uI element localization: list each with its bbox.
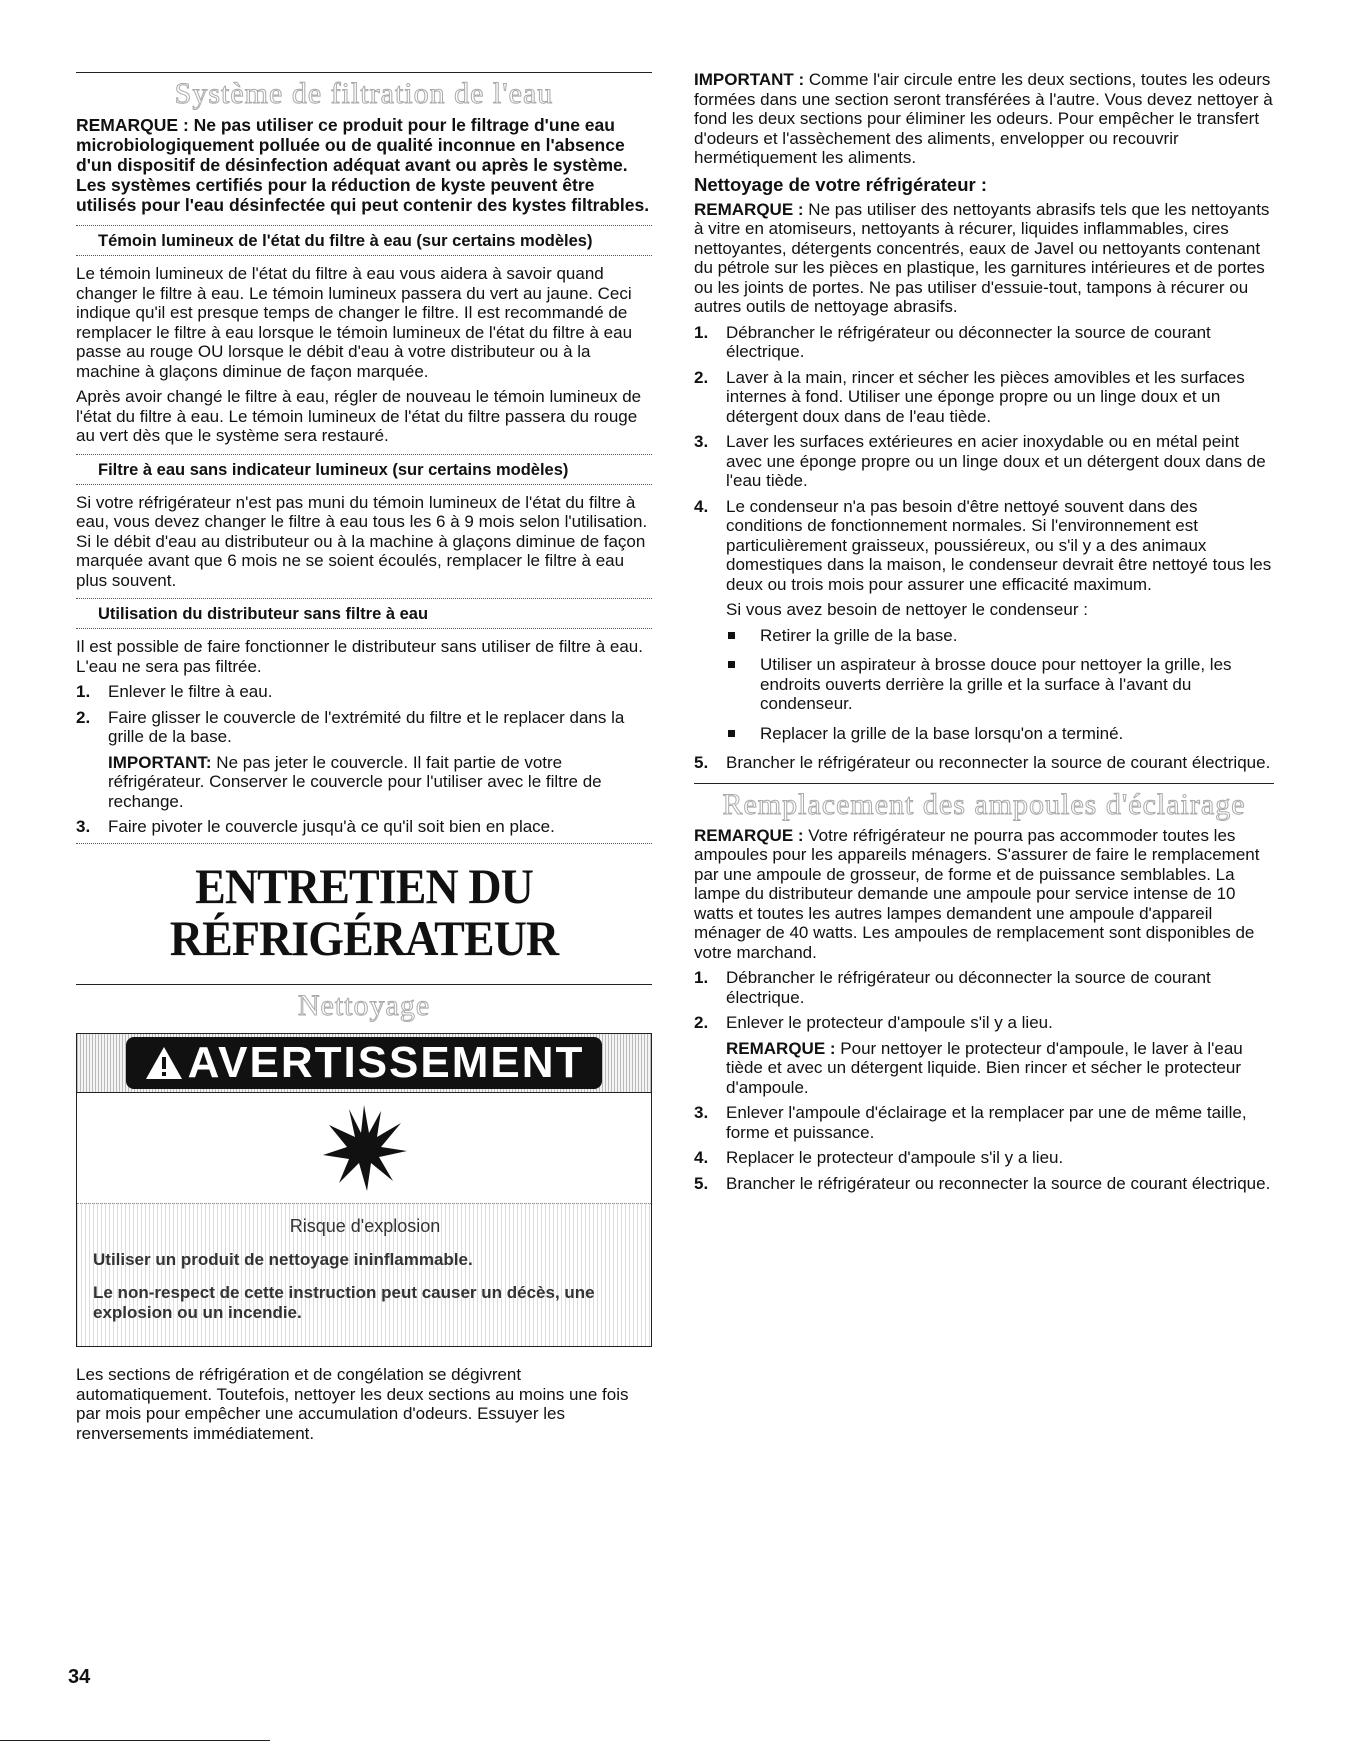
step-number: 2. xyxy=(694,367,709,387)
list-item xyxy=(694,1174,1274,1194)
subhead-no-filter xyxy=(76,598,652,629)
warning-triangle-icon xyxy=(144,1045,184,1081)
warning-body xyxy=(77,1203,651,1347)
warning-header xyxy=(77,1034,651,1092)
subhead-text: Témoin lumineux de l'état du filtre à eau (sur certains modèles) xyxy=(98,232,593,250)
step-number: 4. xyxy=(694,1148,709,1167)
section-title-cleaning: Nettoyage xyxy=(297,988,431,1022)
section-title-water-filter: Système de filtration de l'eau xyxy=(174,77,554,110)
important-text: Comme l'air circule entre les deux sections, toutes les odeurs formées dans une section seront transférées à l'autre. Vous devez nettoyer à fond les deux sections pour éliminer les odeurs. Pour empêcher le transfert d'odeurs et l'assèchement des aliments, envelopper ou recouvrir hermétiquement les aliments. xyxy=(694,70,1273,167)
step-text: Replacer le protecteur d'ampoule s'il y a lieu. xyxy=(726,1148,1064,1167)
remarque-note xyxy=(694,1039,1274,1098)
dotted-divider xyxy=(76,843,652,844)
step-text: Débrancher le réfrigérateur ou déconnecter la source de courant électrique. xyxy=(726,322,1211,361)
step-number: 5. xyxy=(694,753,709,772)
step-text: Laver les surfaces extérieures en acier inoxydable ou en métal peint avec une éponge propre ou un linge doux et un détergent doux dans de l'eau tiède. xyxy=(726,432,1266,490)
remarque-label: REMARQUE : xyxy=(694,199,804,219)
list-item xyxy=(694,432,1274,491)
condenser-note: Si vous avez besoin de nettoyer le condenseur : xyxy=(726,600,1088,619)
explosion-icon xyxy=(319,1103,409,1193)
step-number: 1. xyxy=(694,322,709,342)
list-item xyxy=(694,323,1274,362)
warning-line1: Utiliser un produit de nettoyage ininflammable. xyxy=(93,1249,473,1269)
list-item xyxy=(694,1013,1274,1033)
step-text: Brancher le réfrigérateur ou reconnecter la source de courant électrique. xyxy=(726,1173,1271,1193)
step-number: 3. xyxy=(76,817,91,836)
remarque-filter: REMARQUE : Ne pas utiliser ce produit pour le filtrage d'une eau microbiologiquement polluée ou de qualité inconnue en l'absence d'un dispositif de désinfection adéquat avant ou après le système. Les systèmes certifiés pour la réduction de kyste peuvent être utilisés pour l'eau désinfectée qui peut contenir des kystes filtrables. xyxy=(76,115,650,215)
step-number: 1. xyxy=(76,682,91,701)
paragraph: Les sections de réfrigération et de congélation se dégivrent automatiquement. Toutefois, nettoyer les deux sections au moins une fois par mois pour empêcher une accumulation d'odeurs. Essuyer les renversements immédiatement. xyxy=(76,1365,629,1443)
bullet-item: Utiliser un aspirateur à brosse douce pour nettoyer la grille, les endroits ouverts derrière la grille et la surface à l'avant du condenseur. xyxy=(726,655,1274,714)
steps-list xyxy=(694,323,1274,595)
list-item xyxy=(694,968,1274,1007)
explosion-area xyxy=(77,1092,651,1203)
steps-list xyxy=(694,753,1274,773)
step-number: 4. xyxy=(694,496,709,516)
step-text: Laver à la main, rincer et sécher les pièces amovibles et les surfaces internes à fond. Utiliser une éponge propre ou un linge doux et un détergent doux dans de l'eau tiède. xyxy=(726,367,1245,426)
list-item xyxy=(694,1148,1274,1168)
warning-badge xyxy=(126,1037,603,1089)
step-text: Débrancher le réfrigérateur ou déconnecter la source de courant électrique. xyxy=(726,968,1211,1007)
list-item xyxy=(694,753,1274,773)
bullet-list xyxy=(694,626,1274,744)
remarque-text: Ne pas utiliser des nettoyants abrasifs tels que les nettoyants à vitre en atomiseurs, nettoyants à récurer, liquides inflammables, cires nettoyantes, détergents concentrés, eaux de Javel ou nettoyants contenant du pétrole sur les pièces en plastique, les garnitures intérieures et de portes ou les joints de portes. Ne pas utiliser d'essuie-tout, tampons à récurer ou autres outils de nettoyage abrasifs. xyxy=(694,199,1270,316)
divider xyxy=(694,783,1274,784)
warning-title: AVERTISSEMENT xyxy=(187,1037,585,1087)
paragraph: Si votre réfrigérateur n'est pas muni du témoin lumineux de l'état du filtre à eau, vous devez changer le filtre à eau tous les 6 à 9 mois selon l'utilisation. Si le débit d'eau au distributeur ou à la machine à glaçons diminue de façon marquée avant que 6 mois ne se soient écoulés, remplacer le filtre à eau plus souvent. xyxy=(76,492,648,590)
top-rule xyxy=(76,72,652,73)
section-title-bulbs: Remplacement des ampoules d'éclairage xyxy=(722,787,1246,821)
warning-risk: Risque d'explosion xyxy=(289,1215,441,1236)
right-column xyxy=(694,70,1274,1199)
warning-line2: Le non-respect de cette instruction peut causer un décès, une explosion ou un incendie. xyxy=(93,1283,595,1322)
steps-list xyxy=(76,682,652,747)
step-text: Enlever l'ampoule d'éclairage et la remplacer par une de même taille, forme et puissance. xyxy=(726,1103,1247,1142)
paragraph: Le témoin lumineux de l'état du filtre à eau vous aidera à savoir quand changer le filtre à eau. Le témoin lumineux passera du vert au jaune. Ceci indique qu'il est presque temps de changer le filtre. Il est recommandé de remplacer le filtre à eau lorsque le témoin lumineux de l'état du filtre à eau passe au rouge OU lorsque le débit d'eau à votre distributeur ou à la machine à glaçons diminue de façon marquée. xyxy=(76,264,633,381)
step-text: Brancher le réfrigérateur ou reconnecter la source de courant électrique. xyxy=(726,753,1271,772)
list-item xyxy=(76,682,652,702)
step-number: 5. xyxy=(694,1173,709,1193)
list-item xyxy=(694,1103,1274,1142)
divider xyxy=(76,984,652,985)
step-text: Le condenseur n'a pas besoin d'être nettoyé souvent dans des conditions de fonctionnement normales. Si l'environnement est particulièrement graisseux, poussiéreux, ou s'il y a des animaux domestiques dans la maison, le condenseur devrait être nettoyé tous les deux ou trois mois pour assurer une efficacité maximum. xyxy=(726,496,1272,594)
important-note xyxy=(76,753,652,812)
important-text: Ne pas jeter le couvercle. Il fait partie de votre réfrigérateur. Conserver le couvercle pour l'utiliser avec le filtre de rechange. xyxy=(108,752,602,811)
bottom-rule xyxy=(0,1740,270,1741)
page-title xyxy=(99,857,629,966)
paragraph: Il est possible de faire fonctionner le distributeur sans utiliser de filtre à eau. L'eau ne sera pas filtrée. xyxy=(76,637,643,676)
list-item xyxy=(694,368,1274,427)
steps-list xyxy=(694,1103,1274,1193)
step-number: 3. xyxy=(694,1103,709,1122)
left-column xyxy=(76,72,652,1449)
step-text: Faire glisser le couvercle de l'extrémité du filtre et le replacer dans la grille de la base. xyxy=(108,707,625,746)
page-number: 34 xyxy=(68,1666,91,1688)
bullet-item: Retirer la grille de la base. xyxy=(726,626,1274,646)
important-label: IMPORTANT: xyxy=(108,752,212,772)
remarque-text: Pour nettoyer le protecteur d'ampoule, le laver à l'eau tiède et avec un détergent liquide. Bien rincer et sécher le protecteur d'ampoule. xyxy=(726,1038,1243,1097)
list-item xyxy=(694,497,1274,595)
warning-box xyxy=(76,1033,652,1348)
step-number: 3. xyxy=(694,432,709,451)
step-text: Faire pivoter le couvercle jusqu'à ce qu'il soit bien en place. xyxy=(108,817,555,836)
subhead-filter-indicator xyxy=(76,225,652,256)
important-label: IMPORTANT : xyxy=(694,70,805,89)
steps-list xyxy=(694,968,1274,1033)
remarque-text: Votre réfrigérateur ne pourra pas accommoder toutes les ampoules pour les appareils ménagers. S'assurer de faire le remplacement par une ampoule de grosseur, de forme et de puissance semblables. La lampe du distributeur demande une ampoule pour service intense de 10 watts et toutes les autres lampes demandent une ampoule d'appareil ménager de 40 watts. Les ampoules de remplacement sont disponibles de votre marchand. xyxy=(694,825,1260,962)
subhead-text: Filtre à eau sans indicateur lumineux (sur certains modèles) xyxy=(98,460,569,479)
step-number: 2. xyxy=(694,1013,709,1032)
paragraph: Après avoir changé le filtre à eau, régler de nouveau le témoin lumineux de l'état du filtre à eau. Le témoin lumineux de l'état du filtre passera du rouge au vert dès que le système sera restauré. xyxy=(76,387,642,445)
step-number: 1. xyxy=(694,968,709,987)
heading-cleaning: Nettoyage de votre réfrigérateur : xyxy=(694,173,988,195)
page-title-line2: RÉFRIGÉRATEUR xyxy=(169,909,559,966)
remarque-label: REMARQUE : xyxy=(726,1038,836,1058)
remarque-note xyxy=(694,200,1274,317)
subhead-text: Utilisation du distributeur sans filtre à eau xyxy=(98,605,429,623)
bullet-item: Replacer la grille de la base lorsqu'on a terminé. xyxy=(726,724,1274,744)
step-number: 2. xyxy=(76,707,91,727)
list-item xyxy=(76,817,652,837)
list-item xyxy=(76,708,652,747)
subhead-no-indicator xyxy=(76,454,652,485)
remarque-note xyxy=(694,826,1274,963)
steps-list xyxy=(76,817,652,837)
step-text: Enlever le protecteur d'ampoule s'il y a lieu. xyxy=(726,1013,1053,1032)
remarque-label: REMARQUE : xyxy=(694,825,804,845)
important-note xyxy=(694,70,1274,168)
step-text: Enlever le filtre à eau. xyxy=(108,682,273,701)
page-title-line1: ENTRETIEN DU xyxy=(195,857,533,914)
